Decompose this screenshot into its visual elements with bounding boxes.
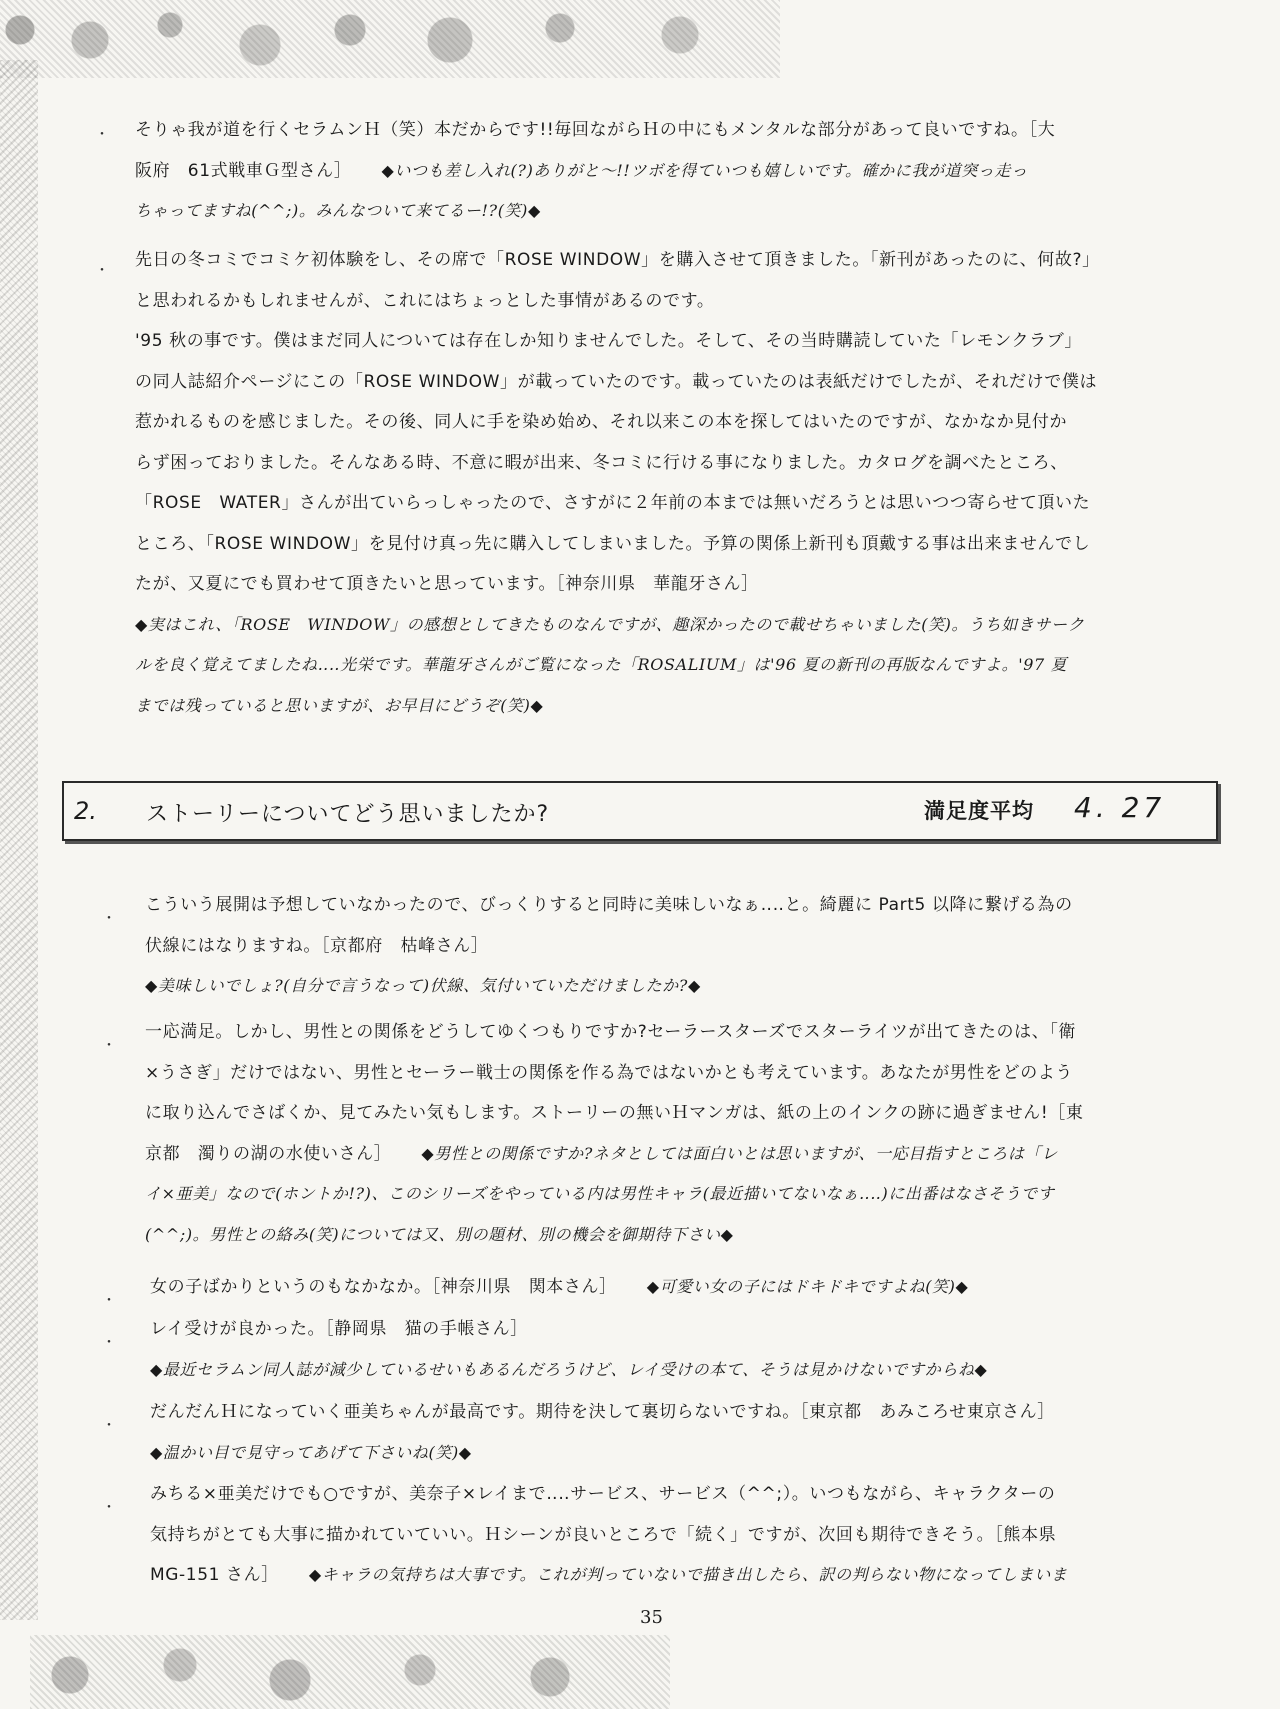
letter-item <box>150 1267 1220 1308</box>
letter-line: と思われるかもしれませんが、これにはちょっとした事情があるのです。 <box>135 290 715 311</box>
letter-line: 女の子ばかりというのもなかなか。［神奈川県 関本さん］ ◆可愛い女の子にはドキドキですよね(笑)◆ <box>150 1277 969 1297</box>
letter-line: 伏線にはなりますね。［京都府 枯峰さん］ <box>145 935 489 956</box>
reply-inline: ◆いつも差し入れ(?)ありがと〜!!ツボを得ていつも嬉しいです。確かに我が道突っ走っ <box>381 160 1028 180</box>
letter-line: そりゃ我が道を行くセラムンＨ（笑）本だからです!!毎回ながらＨの中にもメンタルな部分があって良いですね。［大 <box>135 120 1056 140</box>
reply-inline: ◆可愛い女の子にはドキドキですよね(笑)◆ <box>646 1277 969 1296</box>
bullet: ・ <box>102 1293 116 1309</box>
bullet: ・ <box>102 1500 116 1516</box>
bullet: ・ <box>95 263 109 279</box>
section-title: ストーリーについてどう思いましたか? <box>146 802 550 827</box>
letter-line: 惹かれるものを感じました。その後、同人に手を染め始め、それ以来この本を探してはいたのですが、なかなか見付か <box>135 412 1068 432</box>
letter-line: たが、又夏にでも買わせて頂きたいと思っています。［神奈川県 華龍牙さん］ <box>135 574 759 594</box>
bullet: ・ <box>102 1335 116 1351</box>
letter-line: みちる×亜美だけでも○ですが、美奈子×レイまで‥‥サービス、サービス（^^;）。いつもながら、キャラクターの <box>150 1484 1056 1504</box>
letter-item <box>150 1392 1220 1473</box>
letter-line: 気持ちがとても大事に描かれていていい。Ｈシーンが良いところで「続く」ですが、次回も期待できそう。［熊本県 <box>150 1524 1057 1545</box>
reply-line: ◆最近セラムン同人誌が減少しているせいもあるんだろうけど、レイ受けの本て、そうは見かけないですからね◆ <box>150 1359 988 1379</box>
reply-line: (^^;)。男性との絡み(笑)については又、別の題材、別の機会を御期待下さい◆ <box>145 1224 734 1244</box>
reply-line: ◆実はこれ、「ROSE WINDOW」の感想としてきたものなんですが、趣深かったので載せちゃいました(笑)。うち如きサーク <box>135 614 1085 634</box>
letter-line: ×うさぎ」だけではない、男性とセーラー戦士の関係を作る為ではないかとも考えています。あなたが男性をどのよう <box>145 1062 1074 1083</box>
reply-inline: ◆男性との関係ですか?ネタとしては面白いとは思いますが、一応目指すところは「レ <box>421 1143 1058 1163</box>
reply-line: までは残っていると思いますが、お早目にどうぞ(笑)◆ <box>135 695 544 715</box>
bullet: ・ <box>95 127 109 143</box>
bullet: ・ <box>102 1418 116 1434</box>
decorative-left-border <box>0 60 38 1620</box>
bullet: ・ <box>102 1038 116 1054</box>
letter-item <box>135 110 1215 232</box>
bullet: ・ <box>102 911 116 927</box>
letter-item <box>135 240 1215 726</box>
letter-line: に取り込んでさばくか、見てみたい気もします。ストーリーの無いＨマンガは、紙の上のインクの跡に過ぎません!［東 <box>145 1103 1084 1123</box>
satisfaction-value: 4. 27 <box>1074 791 1166 824</box>
letter-line: 「ROSE WATER」さんが出ていらっしゃったので、さすがに２年前の本までは無いだろうとは思いつつ寄らせて頂いた <box>135 493 1091 513</box>
letter-line: らず困っておりました。そんなある時、不意に暇が出来、冬コミに行ける事になりました。カタログを調べたところ、 <box>135 452 1068 473</box>
letter-line: だんだんＨになっていく亜美ちゃんが最高です。期待を決して裏切らないですね。［東京都 あみころせ東京さん］ <box>150 1402 1055 1422</box>
letter-line: 一応満足。しかし、男性との関係をどうしてゆくつもりですか?セーラースターズでスターライツが出てきたのは、「衛 <box>145 1022 1077 1042</box>
letter-line: こういう展開は予想していなかったので、びっくりすると同時に美味しいなぁ‥‥と。綺麗に Part5 以降に繋げる為の <box>145 895 1073 915</box>
letter-line: '95 秋の事です。僕はまだ同人については存在しか知りませんでした。そして、その当時購読していた「レモンクラブ」 <box>135 331 1082 351</box>
page-number: 35 <box>640 1607 663 1628</box>
section-number: 2. <box>74 797 97 825</box>
reply-line: ルを良く覚えてましたね‥‥光栄です。華龍牙さんがご覧になった「ROSALIUM」は'96 夏の新刊の再版なんですよ。'97 夏 <box>135 655 1068 674</box>
letter-item <box>145 885 1220 1007</box>
letter-item <box>150 1309 1220 1390</box>
letter-item <box>145 1012 1220 1255</box>
letter-line: MG-151 さん］ ◆キャラの気持ちは大事です。これが判っていないで描き出したら、訳の判らない物になってしまいま <box>150 1565 1068 1585</box>
satisfaction-label: 満足度平均 <box>924 799 1034 823</box>
decorative-top-border <box>0 0 780 78</box>
letter-line: 阪府 61式戦車Ｇ型さん］ ◆いつも差し入れ(?)ありがと〜!!ツボを得ていつも嬉しいです。確かに我が道突っ走っ <box>135 160 1028 181</box>
letter-line: レイ受けが良かった。［静岡県 猫の手帳さん］ <box>150 1319 528 1339</box>
reply-line: イ×亜美」なので(ホントか!?)、このシリーズをやっている内は男性キャラ(最近描いてないなぁ‥‥)に出番はなさそうです <box>145 1184 1055 1203</box>
letter-line: の同人誌紹介ページにこの「ROSE WINDOW」が載っていたのです。載っていたのは表紙だけでしたが、それだけで僕は <box>135 371 1098 392</box>
letter-line: 京都 濁りの湖の水使いさん］ ◆男性との関係ですか?ネタとしては面白いとは思いますが、一応目指すところは「レ <box>145 1143 1058 1164</box>
reply-line: ◆温かい目で見守ってあげて下さいね(笑)◆ <box>150 1442 472 1462</box>
reply-line: ◆美味しいでしょ?(自分で言うなって)伏線、気付いていただけましたか?◆ <box>145 976 701 995</box>
letter-line: ところ、「ROSE WINDOW」を見付け真っ先に購入してしまいました。予算の関係上新刊も頂戴する事は出来ませんでし <box>135 533 1091 554</box>
decorative-bottom-border <box>30 1635 670 1709</box>
section-header <box>62 781 1218 841</box>
letter-line: 先日の冬コミでコミケ初体験をし、その席で「ROSE WINDOW」を購入させて頂きました。「新刊があったのに、何故?」 <box>135 250 1100 270</box>
letter-item <box>150 1474 1220 1596</box>
reply-inline: ◆キャラの気持ちは大事です。これが判っていないで描き出したら、訳の判らない物になってしまいま <box>308 1565 1068 1584</box>
reply-line: ちゃってますね(^^;)。みんなついて来てるー!?(笑)◆ <box>135 201 541 220</box>
